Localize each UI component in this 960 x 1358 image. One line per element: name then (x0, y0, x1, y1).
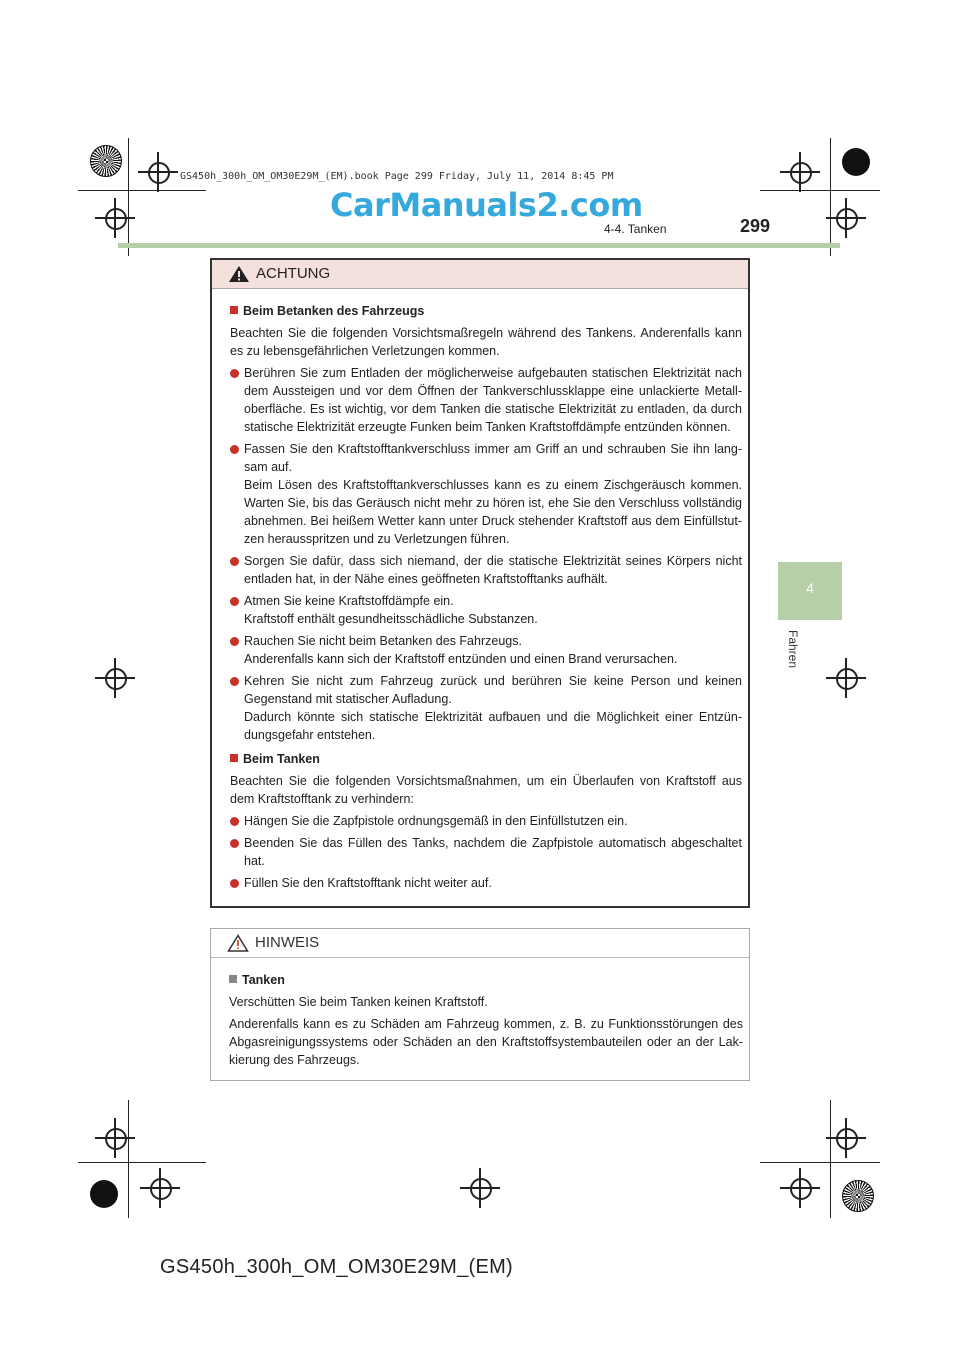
chapter-number: 4 (806, 580, 814, 596)
trim-line (830, 138, 831, 256)
registration-crosshair (460, 1168, 500, 1208)
warning-bullet: Sorgen Sie dafür, dass sich niemand, der die statische Elektrizität seines Körpers nicht entladen hat, in der Nähe eines geöffneten Kraftstofftanks aufhält. (230, 552, 742, 588)
registration-disc-top-right (842, 148, 870, 176)
registration-crosshair (826, 198, 866, 238)
warning-triangle-icon (228, 265, 250, 283)
warning-bullet: Atmen Sie keine Kraftstoffdämpfe ein. Kraftstoff enthält gesundheitsschädliche Substanzen. (230, 592, 742, 628)
trim-line (78, 190, 206, 191)
warning-intro: Beachten Sie die folgenden Vorsichtsmaßregeln während des Tankens. Anderenfalls kann es zu lebensgefährlichen Verletzungen kommen. (230, 326, 742, 358)
registration-crosshair (826, 1118, 866, 1158)
trim-line (830, 1100, 831, 1218)
bullet-note: Anderenfalls kann sich der Kraftstoff entzünden und einen Brand verursachen. (244, 652, 678, 666)
bullet-dot-icon (230, 637, 239, 646)
trim-line (78, 1162, 206, 1163)
warning-bullet: Fassen Sie den Kraftstofftankverschluss immer am Griff an und schrauben Sie ihn lang-sam auf. Beim Lösen des Kraftstofftankverschlusses kann es zu einem Zischgeräusch kommen. Warten Sie, bis das Geräusch nicht mehr zu hören ist, ehe Sie den Verschluss vollständig abnehmen. Bei heißem Wetter kann unter Druck stehender Kraftstoff aus dem Einfüllstut-zen herausspritzen und zu Verletzungen führen. (230, 440, 742, 548)
warning-content (230, 302, 742, 892)
note-header (211, 929, 749, 958)
warning-intro: Beachten Sie die folgenden Vorsichtsmaßnahmen, um ein Überlaufen von Kraftstoff aus dem Kraftstofftank zu verhindern: (230, 774, 742, 806)
warning-section-heading: Beim Tanken (230, 750, 742, 768)
page-number: 299 (740, 216, 771, 236)
red-square-icon (230, 306, 238, 314)
chapter-label: Fahren (786, 630, 800, 669)
registration-sunburst-top-left (90, 145, 122, 177)
warning-box (210, 258, 750, 908)
warning-header (212, 260, 748, 289)
bullet-note: Dadurch könnte sich statische Elektrizität aufbauen und die Möglichkeit einer Entzün-dungsgefahr entstehen. (244, 710, 742, 742)
grey-square-icon (229, 975, 237, 983)
bullet-note: Kraftstoff enthält gesundheitsschädliche Substanzen. (244, 612, 538, 626)
bullet-dot-icon (230, 369, 239, 378)
trim-line (128, 1100, 129, 1218)
red-square-icon (230, 754, 238, 762)
trim-line (128, 138, 129, 256)
warning-bullet: Füllen Sie den Kraftstofftank nicht weiter auf. (230, 874, 742, 892)
header-rule (118, 243, 840, 248)
bullet-dot-icon (230, 677, 239, 686)
note-line: Verschütten Sie beim Tanken keinen Kraftstoff. (229, 995, 488, 1009)
note-title: HINWEIS (255, 934, 320, 951)
registration-crosshair (95, 198, 135, 238)
warning-title: ACHTUNG (256, 265, 331, 282)
note-content (229, 971, 743, 1073)
registration-crosshair (826, 658, 866, 698)
caution-triangle-icon (227, 934, 249, 952)
warning-bullet: Berühren Sie zum Entladen der möglicherweise aufgebauten statischen Elektrizität nach dem Aussteigen und vor dem Öffnen der Tankverschlussklappe eine unlackierte Metall-oberfläche. Es ist wichtig, vor dem Tanken die statische Elektrizität zu entladen, da durch statische Elektrizität erzeugte Funken beim Tanken Kraftstoffdämpfe entzünden können. (230, 364, 742, 436)
warning-bullet: Beenden Sie das Füllen des Tanks, nachdem die Zapfpistole automatisch abgeschaltet hat. (230, 834, 742, 870)
book-file-line: GS450h_300h_OM_OM30E29M_(EM).book Page 299 Friday, July 11, 2014 8:45 PM (180, 171, 614, 182)
registration-crosshair (780, 152, 820, 192)
watermark-logo[interactable]: CarManuals2.com (330, 186, 643, 224)
bullet-dot-icon (230, 817, 239, 826)
warning-bullet: Kehren Sie nicht zum Fahrzeug zurück und berühren Sie keine Person und keinen Gegenstand mit statischer Aufladung. Dadurch könnte sich statische Elektrizität aufbauen und die Möglichkeit einer Entzün-dungsgefahr entstehen. (230, 672, 742, 744)
warning-section-heading: Beim Betanken des Fahrzeugs (230, 302, 742, 320)
registration-crosshair (140, 1168, 180, 1208)
warning-bullet: Rauchen Sie nicht beim Betanken des Fahrzeugs. Anderenfalls kann sich der Kraftstoff entzünden und einen Brand verursachen. (230, 632, 742, 668)
trim-line (760, 1162, 880, 1163)
note-box (210, 928, 750, 1081)
bullet-dot-icon (230, 597, 239, 606)
registration-crosshair (138, 152, 178, 192)
warning-bullet: Hängen Sie die Zapfpistole ordnungsgemäß in den Einfüllstutzen ein. (230, 812, 742, 830)
note-section-heading: Tanken (229, 971, 743, 989)
bullet-dot-icon (230, 839, 239, 848)
footer-book-code: GS450h_300h_OM_OM30E29M_(EM) (160, 1256, 514, 1278)
trim-line (760, 190, 880, 191)
chapter-tab[interactable] (778, 562, 842, 620)
bullet-dot-icon (230, 879, 239, 888)
bullet-note: Beim Lösen des Kraftstofftankverschlusses kann es zu einem Zischgeräusch kommen. Warten Sie, bis das Geräusch nicht mehr zu hören ist, ehe Sie den Verschluss vollständig abnehmen. Bei heißem Wetter kann unter Druck stehender Kraftstoff aus dem Einfüllstut-zen herausspritzen und zu Verletzungen führen. (244, 478, 742, 546)
registration-crosshair (95, 658, 135, 698)
registration-disc-bottom-left (90, 1180, 118, 1208)
bullet-dot-icon (230, 445, 239, 454)
registration-sunburst-bottom-right (842, 1180, 874, 1212)
section-title: 4-4. Tanken (604, 222, 667, 236)
bullet-dot-icon (230, 557, 239, 566)
registration-crosshair (95, 1118, 135, 1158)
registration-crosshair (780, 1168, 820, 1208)
note-line: Anderenfalls kann es zu Schäden am Fahrzeug kommen, z. B. zu Funktionsstörungen des Abgasreinigungssystems oder Schäden an den Kraftstoffsystembauteilen oder an der Lak-kierung des Fahrzeugs. (229, 1017, 743, 1067)
